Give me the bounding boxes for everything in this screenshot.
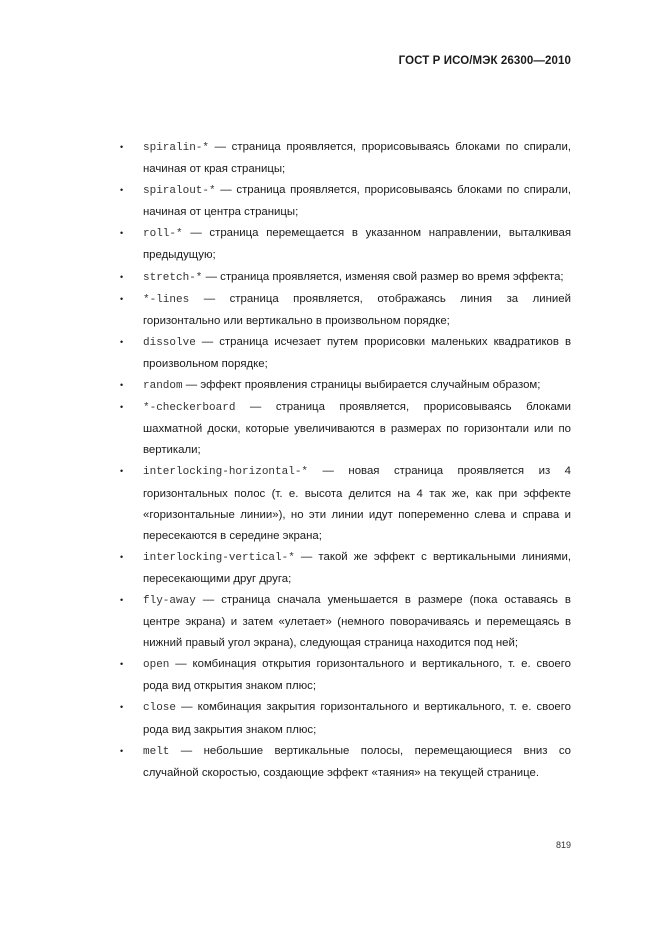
effect-description: — комбинация открытия горизонтального и вертикального, т. е. своего рода вид открытия знаком плюс; [143,658,571,693]
effect-term: spiralout-* [143,185,216,198]
bullet-icon: • [120,185,124,196]
list-item [120,375,571,397]
effect-term: dissolve [143,336,196,349]
bullet-icon: • [120,594,124,605]
effect-description: — страница проявляется, прорисовываясь блоками по спирали, начиная от края страницы; [143,141,571,176]
effect-description: — небольшие вертикальные полосы, перемещающиеся вниз со случайной скоростью, создающие эффект «таяния» на текущей странице. [143,744,571,779]
bullet-icon: • [120,702,124,713]
list-item [120,223,571,266]
effect-term: interlocking-vertical-* [143,551,295,564]
list-item [120,267,571,289]
bullet-icon: • [120,466,124,477]
effect-term: spiralin-* [143,142,210,154]
effect-description: — страница проявляется, отображаясь линия за линией горизонтально или вертикально в произвольном порядке; [143,292,571,327]
effect-description: — такой же эффект с вертикальными линиями, пересекающими друг друга; [143,550,571,585]
effect-description: — страница проявляется, прорисовываясь блоками шахматной доски, которые увеличиваются в размерах по горизонтали или по вертикали; [143,401,571,457]
bullet-icon: • [120,659,124,670]
effect-term: melt [143,745,170,758]
effect-term: *-lines [143,293,190,306]
effect-description: — страница перемещается в указанном направлении, выталкивая предыдущую; [143,227,571,262]
bullet-icon: • [120,745,124,756]
list-item [120,289,571,332]
list-item [120,332,571,375]
bullet-icon: • [120,271,124,282]
bullet-icon: • [120,551,124,562]
effects-list [120,137,571,784]
bullet-icon: • [120,336,124,347]
effect-term: open [143,659,170,672]
effect-term: stretch-* [143,271,203,284]
effect-term: interlocking-horizontal-* [143,466,309,479]
bullet-icon: • [120,380,124,391]
list-item [120,697,571,740]
effect-term: random [143,380,183,393]
effect-description: — новая страница проявляется из 4 горизонтальных полос (т. е. высота делится на 4 так же, как при эффекте «горизонтальные линии»), но эти линии идут попеременно слева и справа и пересекаются в середине экрана; [143,465,571,542]
effect-description: — страница проявляется, изменяя свой размер во время эффекта; [202,270,564,283]
list-item [120,397,571,461]
effect-description: — страница исчезает путем прорисовки маленьких квадратиков в произвольном порядке; [143,335,571,370]
list-item [120,590,571,654]
effect-term: roll-* [143,228,183,241]
document-header: ГОСТ Р ИСО/МЭК 26300—2010 [398,55,571,67]
bullet-icon: • [120,293,124,304]
bullet-icon: • [120,228,124,239]
list-item [120,547,571,590]
effect-term: close [143,702,177,715]
list-item [120,137,571,180]
list-item [120,461,571,546]
bullet-icon: • [120,402,124,413]
page-number: 819 [555,840,571,850]
list-item [120,654,571,697]
effect-description: — страница проявляется, прорисовываясь блоками по спирали, начиная от центра страницы; [143,184,571,219]
list-item [120,180,571,223]
effect-description: — страница сначала уменьшается в размере (пока оставаясь в центре экрана) и затем «улетает» (немного поворачиваясь и перемещаясь в нижний правый угол экрана), следующая страница находится под ней; [143,593,571,650]
bullet-icon: • [120,142,124,152]
list-item [120,741,571,784]
effect-term: fly-away [143,594,196,607]
effect-term: *-checkerboard [143,402,236,415]
effect-description: — комбинация закрытия горизонтального и вертикального, т. е. своего рода вид закрытия знаком плюс; [143,701,571,736]
effect-description: — эффект проявления страницы выбирается случайным образом; [182,379,541,392]
